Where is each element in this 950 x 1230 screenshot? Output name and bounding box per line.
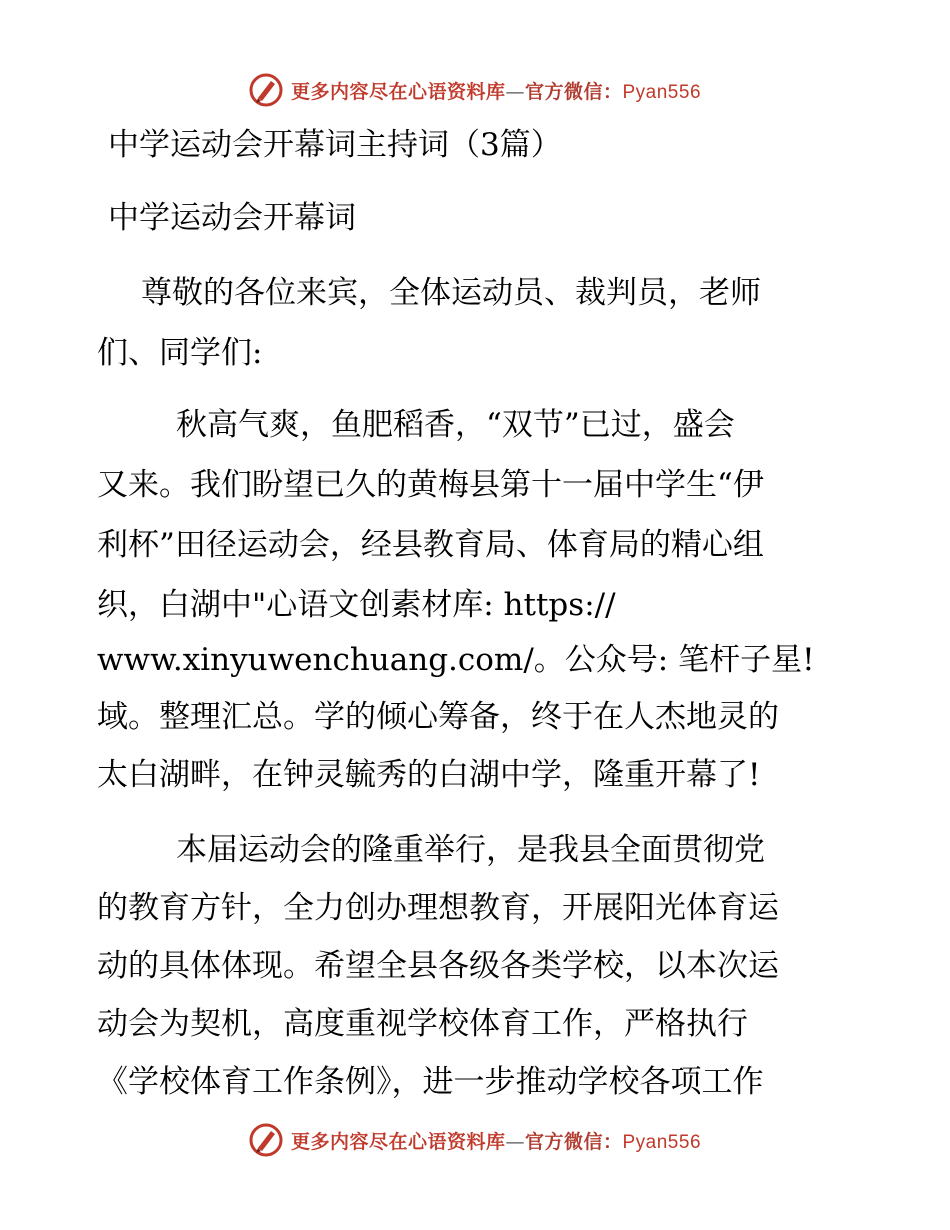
paragraph-line: 秋高气爽，鱼肥稻香，“双节”已过，盛会 [176,407,735,443]
watermark-main-text: 更多内容尽在心语资料库 [290,1130,506,1153]
watermark-banner-bottom [0,1120,950,1160]
paragraph-line: www.xinyuwenchuang.com/。公众号: 笔杆子星! [97,642,815,678]
watermark-dash: — [505,1130,525,1153]
paragraph-line: 又来。我们盼望已久的黄梅县第十一届中学生“伊 [97,467,764,503]
paragraph-line: 域。整理汇总。学的倾心筹备，终于在人杰地灵的 [97,699,779,735]
paragraph-line: 本届运动会的隆重举行，是我县全面贯彻党 [176,832,765,868]
paragraph-line: 动会为契机，高度重视学校体育工作，严格执行 [97,1006,748,1042]
pen-logo-icon [249,73,283,107]
watermark-label: 官方微信： [524,80,623,103]
watermark-label: 官方微信： [524,1130,623,1153]
paragraph-line: 动的具体体现。希望全县各级各类学校，以本次运 [97,948,779,984]
document-subtitle: 中学运动会开幕词 [108,200,356,236]
watermark-dash: — [505,80,525,103]
paragraph-line: 《学校体育工作条例》，进一步推动学校各项工作 [97,1064,764,1100]
watermark-wechat-id: Pyan556 [622,1131,702,1153]
document-title: 中学运动会开幕词主持词（3篇） [108,127,562,163]
paragraph-line: 利杯”田径运动会，经县教育局、体育局的精心组 [97,527,764,563]
watermark-main-text: 更多内容尽在心语资料库 [290,80,506,103]
paragraph-line: 的教育方针，全力创办理想教育，开展阳光体育运 [97,890,779,926]
paragraph-line: 尊敬的各位来宾，全体运动员、裁判员，老师 [141,275,761,311]
paragraph-line: 太白湖畔，在钟灵毓秀的白湖中学，隆重开幕了! [97,757,761,793]
watermark-banner-top [0,70,950,110]
paragraph-line: 织，白湖中"心语文创素材库: https:// [97,587,616,623]
watermark-wechat-id: Pyan556 [622,81,702,103]
pen-logo-icon [249,1123,283,1157]
paragraph-line: 们、同学们: [97,335,263,371]
